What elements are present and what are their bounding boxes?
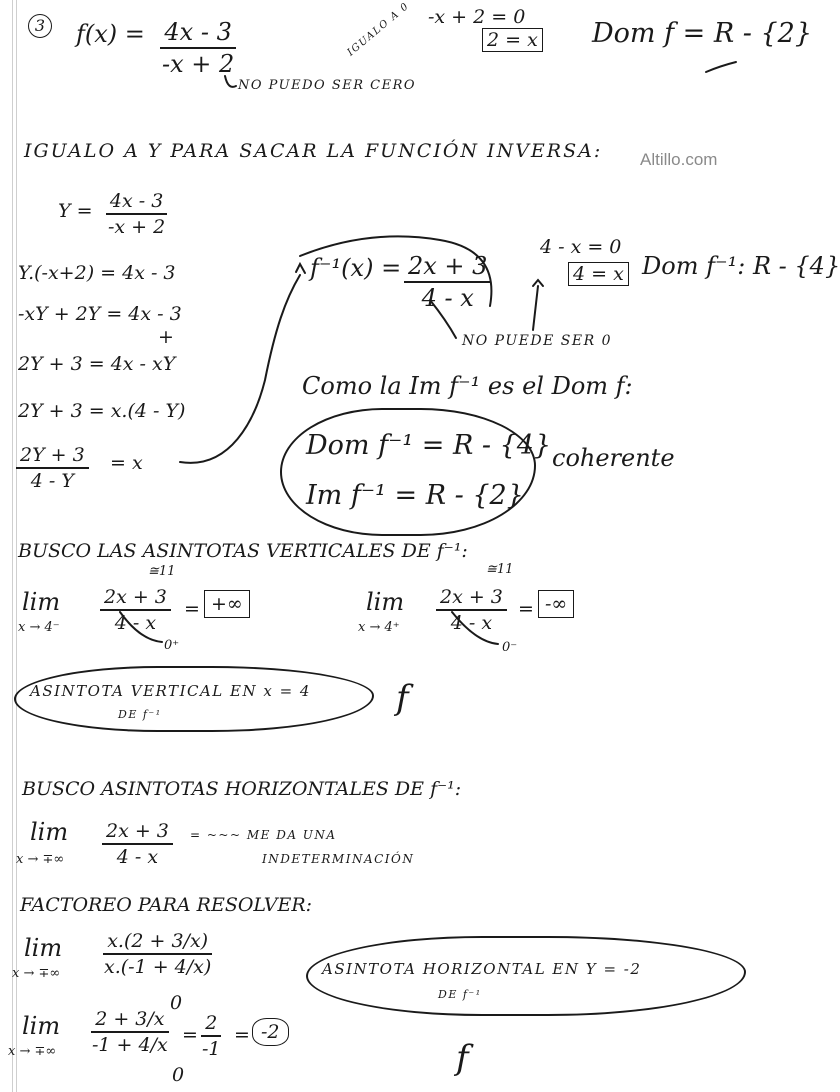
vertical-conclusion-line-1: ASINTOTA VERTICAL EN x = 4 xyxy=(30,682,311,700)
left-limit-equals: = xyxy=(184,598,200,620)
left-limit-sub: x → 4⁻ xyxy=(18,620,60,635)
horizontal-conclusion-line-1: ASINTOTA HORIZONTAL EN Y = -2 xyxy=(322,960,642,978)
function-numerator: 4x - 3 xyxy=(160,18,235,49)
left-limit-word: lim xyxy=(22,588,61,616)
coherence-domain-line: Dom f⁻¹ = R - {4} xyxy=(306,430,552,461)
simplified-equals: = xyxy=(182,1024,198,1046)
right-limit-numerator: 2x + 3 xyxy=(436,586,507,611)
inverse-domain-eq-1: 4 - x = 0 xyxy=(540,236,622,258)
function-def-label: f(x) = xyxy=(76,20,145,48)
left-limit-below: 0⁺ xyxy=(164,638,180,653)
item-number: 3 xyxy=(28,14,52,38)
y-denominator: -x + 2 xyxy=(108,216,166,238)
horizontal-limit-numerator: 2x + 3 xyxy=(102,820,173,845)
inverse-domain-eq-2: 4 = x xyxy=(568,262,629,286)
horizontal-limit-denominator: 4 - x xyxy=(116,846,159,868)
right-limit-equals: = xyxy=(518,598,534,620)
coherence-note: coherente xyxy=(552,444,675,472)
up-arrow-stroke xyxy=(533,280,543,330)
inverse-numerator: 2x + 3 xyxy=(404,252,491,283)
horizontal-limit-sub: x → ∓∞ xyxy=(16,852,65,867)
vertical-asymptote-heading: BUSCO LAS ASINTOTAS VERTICALES DE f⁻¹: xyxy=(18,540,468,562)
right-limit-word: lim xyxy=(366,588,405,616)
step-5-rhs: = x xyxy=(110,452,143,474)
inverse-denominator: 4 - x xyxy=(421,284,474,312)
simplified-numerator: 2 + 3/x xyxy=(91,1008,168,1033)
step-1: Y.(-x+2) = 4x - 3 xyxy=(18,262,176,284)
simplified-zero-bottom: 0 xyxy=(172,1064,185,1086)
horizontal-conclusion-line-2: DE f⁻¹ xyxy=(438,988,482,1001)
indeterminate-note-1: = ~~~ ME DA UNA xyxy=(190,828,337,842)
right-limit-below: 0⁻ xyxy=(502,640,518,655)
plus-mark: + xyxy=(158,326,174,348)
inverse-not-zero-note: NO PUEDE SER 0 xyxy=(462,333,612,349)
left-limit-above: ≅11 xyxy=(148,564,176,579)
y-equals-label: Y = xyxy=(58,200,93,222)
left-limit-denominator: 4 - x xyxy=(114,612,157,634)
domain-equation-result: 2 = x xyxy=(482,28,543,52)
simplified-limit-sub: x → ∓∞ xyxy=(8,1044,57,1059)
right-limit-result: -∞ xyxy=(538,590,574,618)
step-2: -xY + 2Y = 4x - 3 xyxy=(18,303,182,325)
simplified-zero-top: 0 xyxy=(170,992,183,1014)
factor-denominator: x.(-1 + 4/x) xyxy=(104,956,212,978)
step-5-numerator: 2Y + 3 xyxy=(16,444,89,469)
igualo-note: IGUALO A 0 xyxy=(345,0,412,59)
right-limit-denominator: 4 - x xyxy=(450,612,493,634)
inverse-bubble-outline xyxy=(300,236,491,306)
simplified-denominator: -1 + 4/x xyxy=(92,1034,168,1056)
arrow-stroke xyxy=(180,275,300,463)
simplified-mid-denominator: -1 xyxy=(202,1038,221,1060)
step-3: 2Y + 3 = 4x - xY xyxy=(18,353,176,375)
y-numerator: 4x - 3 xyxy=(106,190,167,215)
finv-note-curve xyxy=(430,300,456,338)
function-domain: Dom f = R - {2} xyxy=(592,18,813,49)
note-hook xyxy=(225,76,236,87)
indeterminate-note-2: INDETERMINACIÓN xyxy=(262,852,415,866)
right-limit-sub: x → 4⁺ xyxy=(358,620,400,635)
step-5-denominator: 4 - Y xyxy=(30,470,74,492)
vertical-check-mark: f xyxy=(396,678,409,718)
factor-numerator: x.(2 + 3/x) xyxy=(103,930,212,955)
factor-limit-sub: x → ∓∞ xyxy=(12,966,61,981)
horizontal-asymptote-heading: BUSCO ASINTOTAS HORIZONTALES DE f⁻¹: xyxy=(22,778,462,800)
vertical-conclusion-line-2: DE f⁻¹ xyxy=(118,708,162,721)
left-limit-brace xyxy=(120,612,162,642)
right-limit-above: ≅11 xyxy=(486,562,514,577)
simplified-mid-numerator: 2 xyxy=(201,1012,221,1037)
not-zero-note: NO PUEDO SER CERO xyxy=(238,78,417,93)
simplified-limit-word: lim xyxy=(22,1012,61,1040)
inverse-heading: IGUALO A Y PARA SACAR LA FUNCIÓN INVERSA: xyxy=(24,140,603,162)
checkmark-tick xyxy=(706,62,736,72)
factor-heading: FACTOREO PARA RESOLVER: xyxy=(20,894,313,916)
inverse-function-label: f⁻¹(x) = xyxy=(310,254,402,282)
horizontal-limit-word: lim xyxy=(30,818,69,846)
factor-limit-word: lim xyxy=(24,934,63,962)
simplified-result: -2 xyxy=(252,1018,289,1046)
coherence-image-line: Im f⁻¹ = R - {2} xyxy=(306,480,524,511)
left-limit-numerator: 2x + 3 xyxy=(100,586,171,611)
horizontal-check-mark: f xyxy=(456,1038,469,1078)
right-limit-brace xyxy=(452,612,498,644)
left-limit-result: +∞ xyxy=(204,590,250,618)
arrow-head xyxy=(296,264,305,273)
coherence-intro: Como la Im f⁻¹ es el Dom f: xyxy=(302,372,633,400)
simplified-equals-2: = xyxy=(234,1024,250,1046)
domain-equation: -x + 2 = 0 xyxy=(428,6,526,28)
step-4: 2Y + 3 = x.(4 - Y) xyxy=(18,400,186,422)
function-denominator: -x + 2 xyxy=(162,50,235,78)
watermark: Altillo.com xyxy=(640,150,718,169)
inverse-domain-side: Dom f⁻¹: R - {4} xyxy=(642,252,840,280)
